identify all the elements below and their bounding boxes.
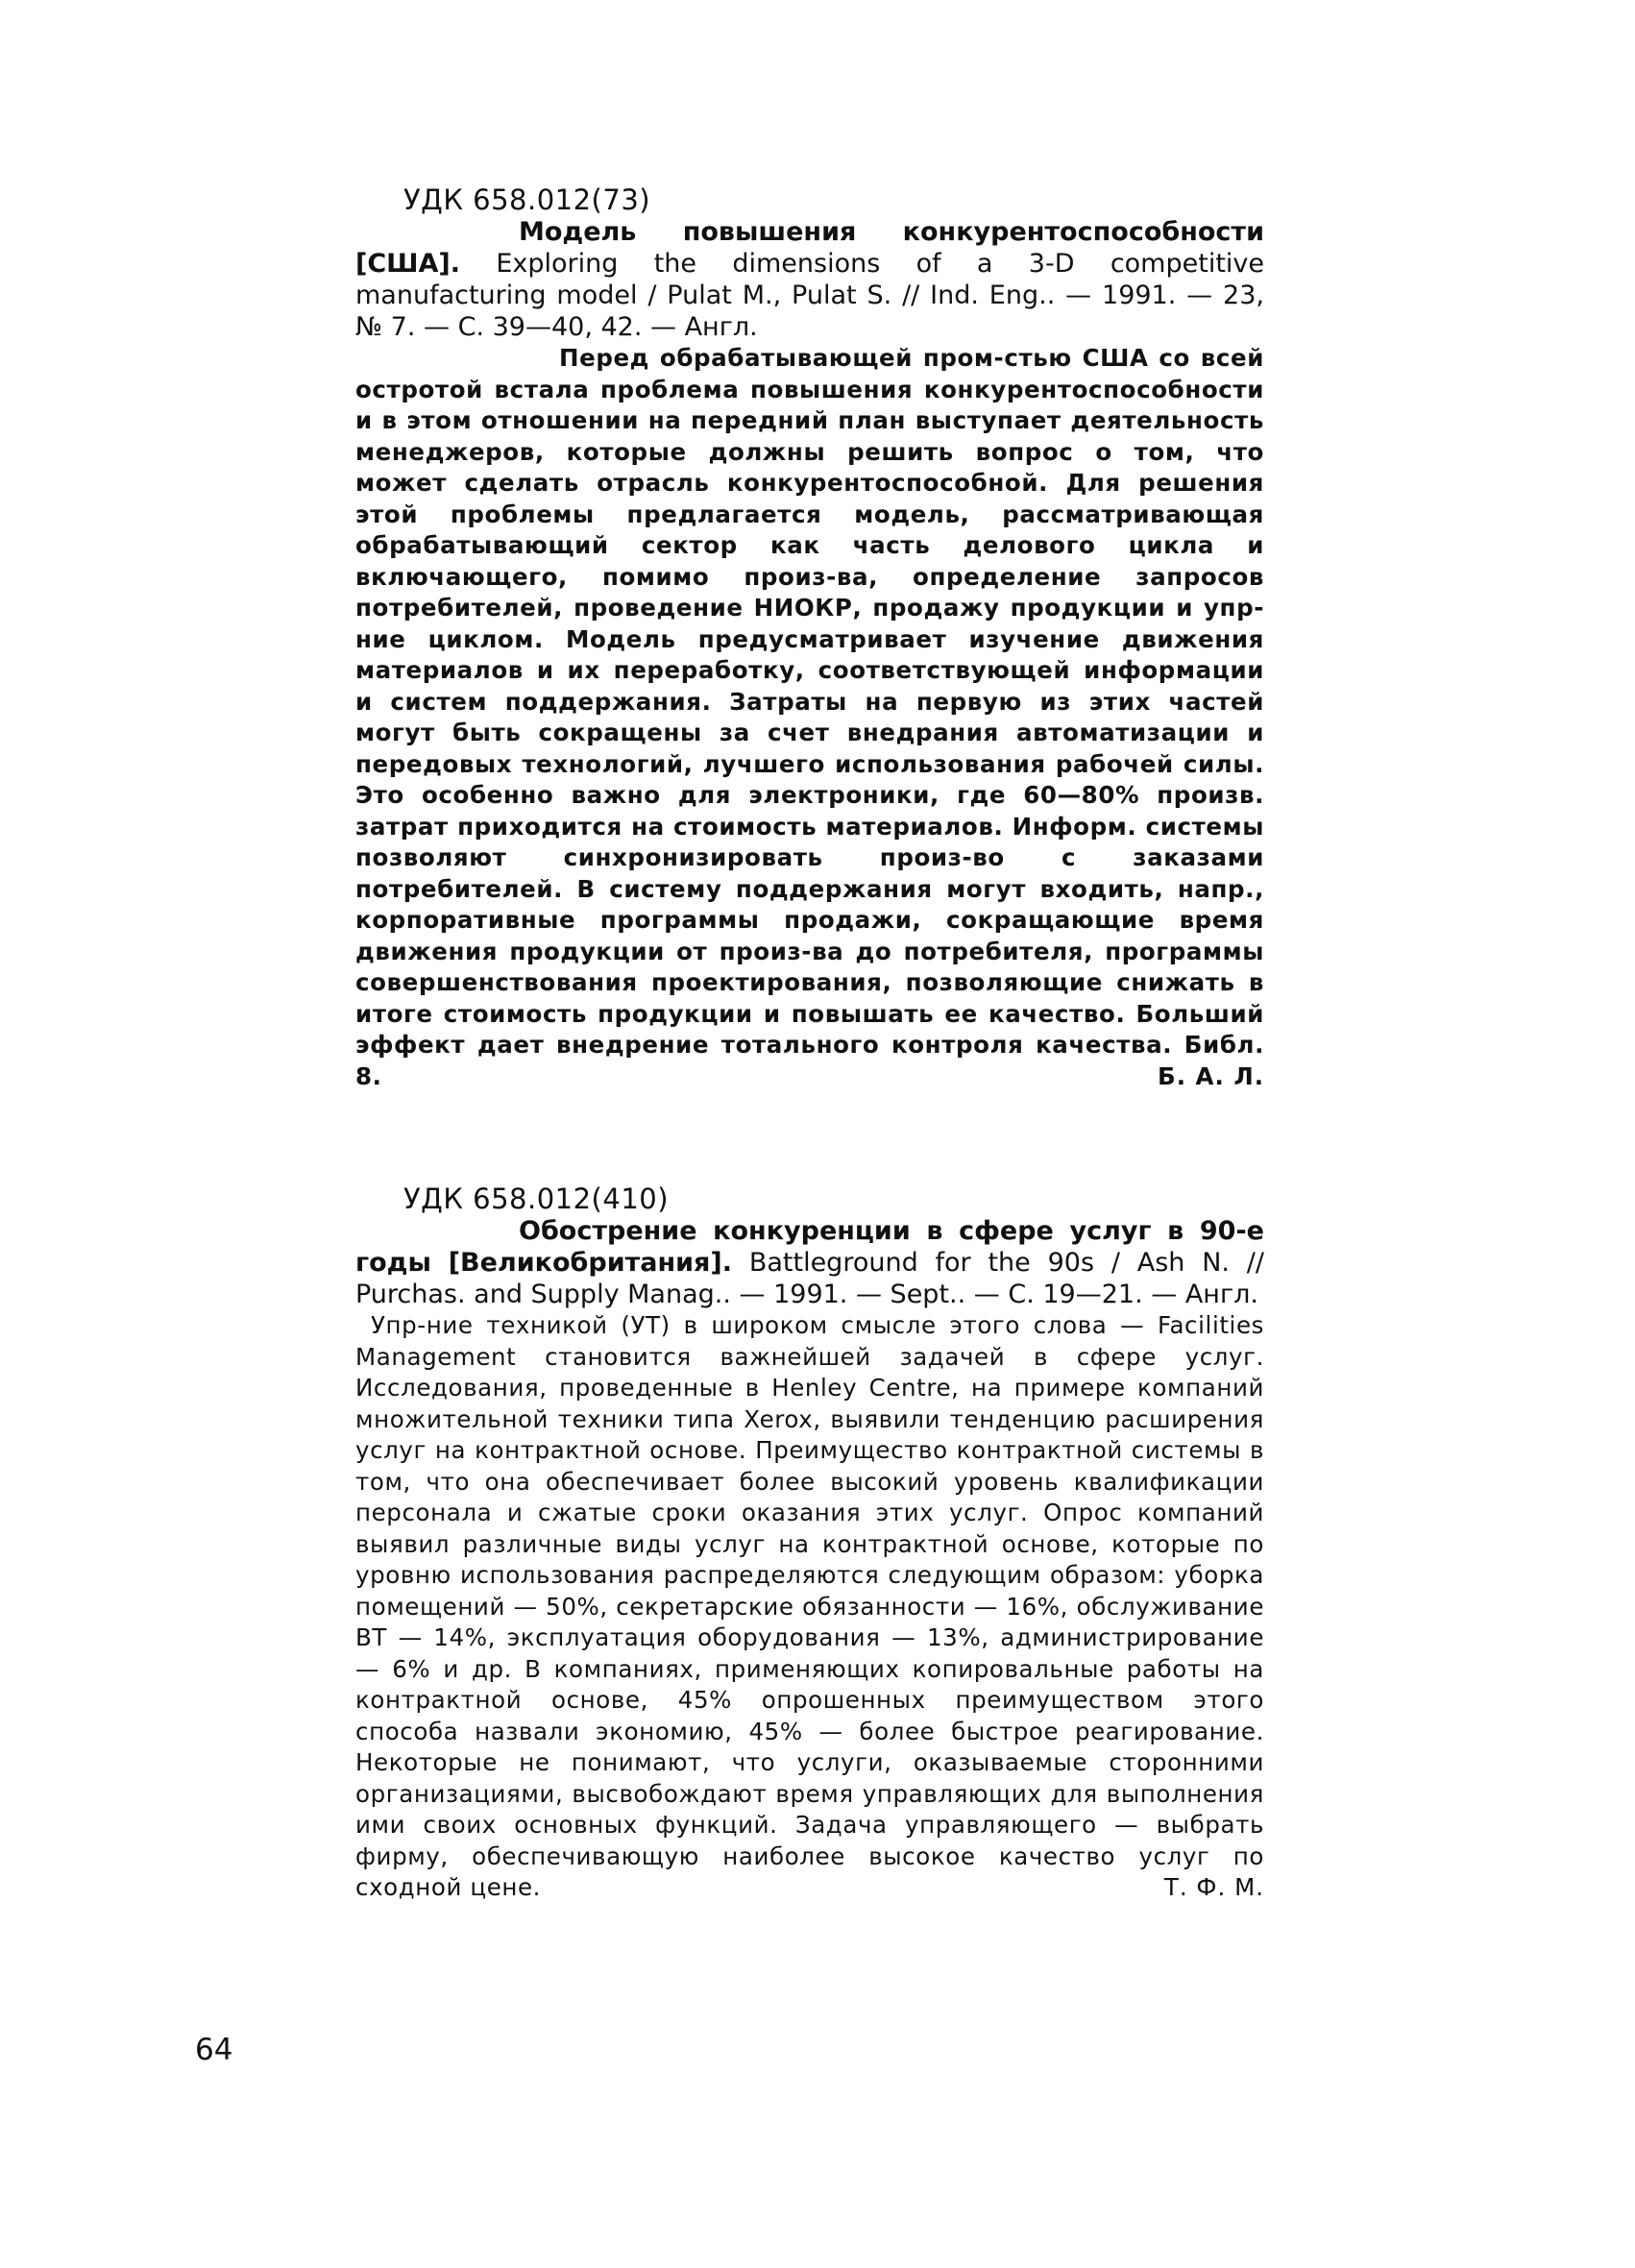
abstract-text <box>355 1310 1264 1904</box>
abstract-text <box>355 343 1264 1092</box>
entry-title: Модель повышения конкурентоспособности <box>519 217 1264 247</box>
udk-code: УДК 658.012(73) <box>403 183 651 216</box>
entry-source: Battleground for the 90s / Ash N. // Purchas. and Supply Manag.. — 1991. — Sept.. — С. 19—21. — Англ. <box>355 1248 1264 1309</box>
page-number: 64 <box>195 2033 233 2067</box>
entry-title: Обострение конкуренции в сфере услуг в 90-е годы <box>355 1216 1264 1278</box>
abstract-body: Перед обрабатывающей пром-стью США со всей остротой встала проблема повышения конкурентоспособности и в этом отношении на передний план выступает деятельность менеджеров, которые должны решить вопрос о том, что может сделать отрасль конкурентоспособной. Для решения этой проблемы предлагается модель, рассматривающая обрабатывающий сектор как часть делового цикла и включающего, помимо произ-ва, определение запросов потребителей, проведение НИОКР, продажу продукции и упр-ние циклом. Модель предусматривает изучение движения материалов и их переработку, соответствующей информации и систем поддержания. Затраты на первую из этих частей могут быть сокращены за счет внедрания автоматизации и передовых технологий, лучшего использования рабочей силы. Это особенно важно для электроники, где 60—80% произв. затрат приходится на стоимость материалов. Информ. системы позволяют синхронизировать произ-во с заказами потребителей. В систему поддержания могут входить, напр., корпоративные программы продажи, сокращающие время движения продукции от произ-ва до потребителя, программы совершенствования проектирования, позволяющие снижать в итоге стоимость продукции и повышать ее качество. Больший эффект дает внедрение тотального контроля качества. Библ. 8. <box>355 344 1264 1090</box>
abstract-entry <box>355 184 1264 1092</box>
abstract-entry <box>355 1183 1264 1904</box>
bibliographic-record <box>355 1215 1264 1310</box>
abstract-author: Б. А. Л. <box>1158 1061 1264 1090</box>
entry-country: [Великобритания]. <box>448 1248 732 1278</box>
entry-country: [США]. <box>355 249 461 279</box>
abstract-author: Т. Ф. М. <box>1163 1873 1264 1901</box>
abstract-body: Упр-ние техникой (УТ) в широком смысле этого слова — Facilities Management становится важнейшей задачей в сфере услуг. Исследования, проведенные в Henley Centre, на примере компаний множительной техники типа Xerox, выявили тенденцию расширения услуг на контрактной основе. Преимущество контрактной системы в том, что она обеспечивает более высокий уровень квалификации персонала и сжатые сроки оказания этих услуг. Опрос компаний выявил различные виды услуг на контрактной основе, которые по уровню использования распределяются следующим образом: уборка помещений — 50%, секретарские обязанности — 16%, обслуживание ВТ — 14%, эксплуатация оборудования — 13%, администрирование — 6% и др. В компаниях, применяющих копировальные работы на контрактной основе, 45% опрошенных преимуществом этого способа назвали экономию, 45% — более быстрое реагирование. Некоторые не понимают, что услуги, оказываемые сторонними организациями, высвобождают время управляющих для выполнения ими своих основных функций. Задача управляющего — выбрать фирму, обеспечивающую наиболее высокое качество услуг по сходной цене. <box>355 1311 1264 1901</box>
bibliographic-record <box>355 216 1264 343</box>
entry-source: Exploring the dimensions of a 3-D competitive manufacturing model / Pulat M., Pulat S. // Ind. Eng.. — 1991. — 23, № 7. — С. 39—40, 42. — Англ. <box>355 249 1264 342</box>
udk-code: УДК 658.012(410) <box>403 1183 670 1215</box>
